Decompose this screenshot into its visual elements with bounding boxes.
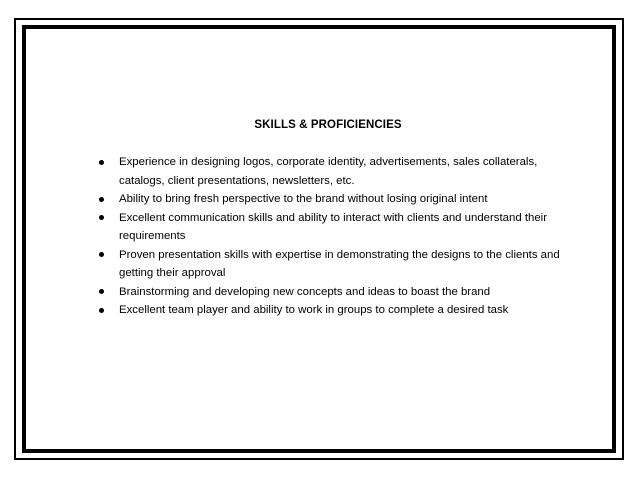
skill-item — [97, 209, 567, 246]
skill-item — [97, 246, 567, 283]
skill-item — [97, 190, 567, 209]
skills-list — [97, 153, 567, 320]
skill-item — [97, 301, 567, 320]
skill-text: Excellent communication skills and ability to interact with clients and understand their requirements — [119, 211, 547, 242]
bullet-icon — [99, 197, 104, 202]
skill-item — [97, 153, 567, 190]
skill-item — [97, 283, 567, 302]
bullet-icon — [99, 252, 104, 257]
skill-text: Experience in designing logos, corporate identity, advertisements, sales collaterals, catalogs, client presentations, newsletters, etc. — [119, 156, 538, 187]
bullet-icon — [99, 215, 104, 220]
section-heading: SKILLS & PROFICIENCIES — [254, 119, 402, 131]
skill-text: Ability to bring fresh perspective to the brand without losing original intent — [119, 193, 488, 205]
skill-text: Brainstorming and developing new concepts and ideas to boast the brand — [119, 285, 491, 298]
bullet-icon — [99, 308, 104, 313]
bullet-icon — [99, 160, 104, 165]
skill-text: Excellent team player and ability to work in groups to complete a desired task — [119, 304, 509, 316]
skill-text: Proven presentation skills with expertise in demonstrating the designs to the clients and getting their approval — [119, 248, 560, 279]
bullet-icon — [99, 289, 104, 294]
